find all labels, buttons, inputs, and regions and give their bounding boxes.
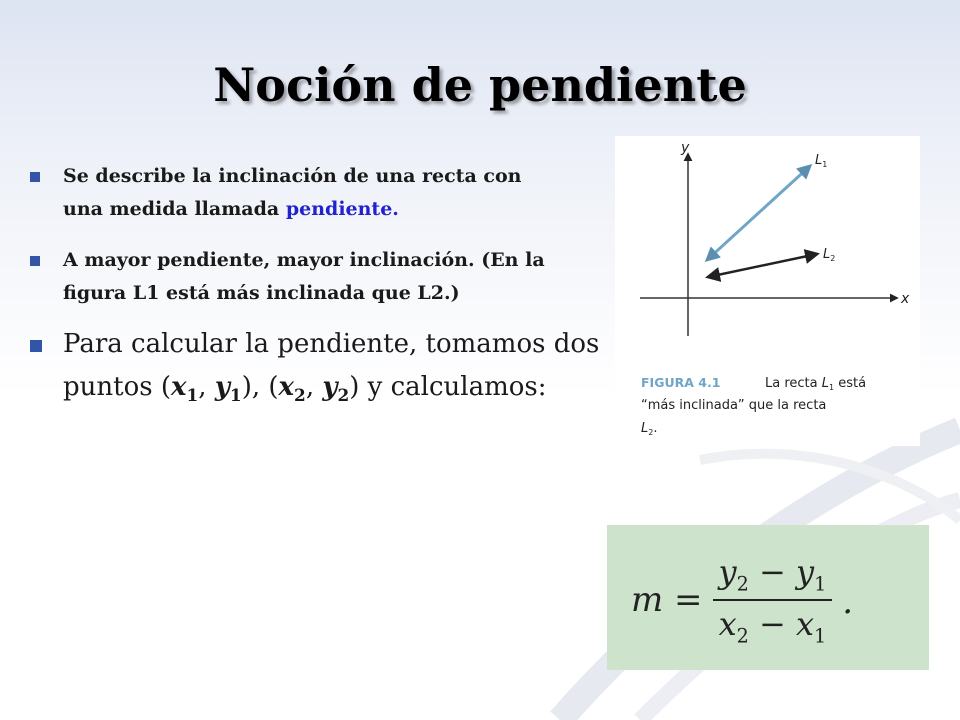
- line-l2-label: $L_2$: [823, 247, 836, 263]
- bullet-1-text: Se describe la inclinación de una recta con una medida llamada: [63, 165, 522, 220]
- slope-formula-box: [607, 525, 929, 670]
- bullet-item-1: [30, 160, 563, 226]
- fraction-bar: [713, 599, 833, 601]
- bullet-list: [30, 160, 610, 417]
- formula-lhs: m =: [631, 580, 703, 621]
- slope-formula: [631, 553, 853, 648]
- bullet-2-text: A mayor pendiente, mayor inclinación. (En la figura L1 está más inclinada que L2.): [63, 249, 545, 304]
- figure-number: FIGURA 4.1: [641, 375, 721, 390]
- slope-figure: [615, 136, 920, 446]
- formula-denominator: $x_2 - x_1$: [718, 605, 827, 648]
- y-axis-label: y: [681, 140, 690, 156]
- figure-caption-line-3: $L_2$.: [641, 421, 658, 437]
- bullet-3-text: Para calcular la pendiente, tomamos dos puntos: [63, 329, 600, 402]
- bullet-1-highlight: pendiente.: [285, 198, 399, 220]
- formula-period: .: [842, 582, 854, 623]
- bullet-square-icon: [30, 340, 42, 352]
- slide-title: Noción de pendiente: [213, 58, 747, 112]
- formula-numerator: $y_2 - y_1$: [718, 553, 827, 596]
- line-l1-label: $L_1$: [815, 153, 828, 169]
- bullet-square-icon: [30, 256, 40, 266]
- x-axis-label: x: [901, 291, 910, 307]
- bullet-item-2: [30, 244, 608, 310]
- figure-caption-line-1: La recta $L_1$ está: [765, 376, 867, 392]
- formula-fraction: [713, 553, 833, 648]
- figure-caption-line-2: “más inclinada” que la recta: [641, 398, 827, 413]
- bullet-item-3: [30, 323, 623, 417]
- bullet-3-end: y calculamos:: [359, 372, 547, 402]
- line-l1: [707, 166, 810, 260]
- line-l2: [708, 254, 817, 277]
- figure-graph: [615, 136, 920, 446]
- points-expression: ($x_1$, $y_1$), ($x_2$, $y_2$): [160, 372, 360, 406]
- bullet-square-icon: [30, 172, 40, 182]
